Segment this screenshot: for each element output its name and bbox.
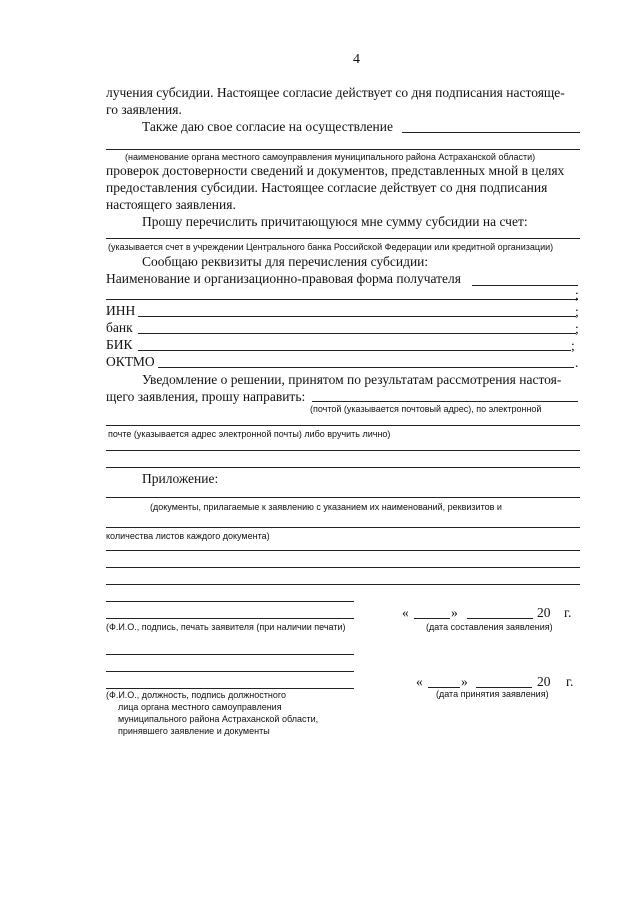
caption: принявшего заявление и документы — [118, 726, 270, 736]
fill-line — [106, 550, 580, 551]
caption: (указывается счет в учреждении Центрального банка Российской Федерации или кредитной организации) — [108, 242, 554, 252]
caption: лица органа местного самоуправления — [118, 702, 282, 712]
signature-line — [106, 601, 354, 602]
caption: количества листов каждого документа) — [106, 531, 270, 541]
paragraph-line: лучения субсидии. Настоящее согласие действует со дня подписания настояще- — [106, 85, 565, 100]
year-prefix: 20 — [537, 605, 551, 620]
caption: (Ф.И.О., должность, подпись должностного — [106, 690, 286, 700]
fill-line — [138, 333, 576, 334]
fill-line — [472, 285, 578, 286]
caption: (дата составления заявления) — [426, 622, 553, 632]
date-month-line — [476, 687, 532, 688]
paragraph-line: проверок достоверности сведений и документов, представленных мной в целях — [106, 163, 565, 178]
fill-line — [106, 497, 580, 498]
caption: (дата принятия заявления) — [436, 689, 549, 699]
paragraph-line: Уведомление о решении, принятом по результатам рассмотрения настоя- — [142, 372, 562, 387]
paragraph-line: щего заявления, прошу направить: — [106, 389, 306, 404]
fill-line — [106, 299, 578, 300]
semicolon: ; — [575, 321, 579, 336]
page-number: 4 — [353, 52, 360, 67]
quote-open: « — [416, 674, 423, 689]
fill-line — [106, 450, 580, 451]
signature-line — [106, 671, 354, 672]
semicolon: ; — [571, 338, 575, 353]
caption: почте (указывается адрес электронной почты) либо вручить лично) — [108, 429, 391, 439]
caption: (документы, прилагаемые к заявлению с указанием их наименований, реквизитов и — [150, 502, 502, 512]
paragraph-line: предоставления субсидии. Настоящее согласие действует со дня подписания — [106, 180, 548, 195]
period: . — [575, 355, 579, 370]
fill-line — [106, 527, 580, 528]
fill-line — [158, 367, 574, 368]
label-inn: ИНН — [106, 303, 136, 318]
paragraph-line: Сообщаю реквизиты для перечисления субсидии: — [142, 254, 429, 269]
caption: (Ф.И.О., подпись, печать заявителя (при наличии печати) — [106, 622, 346, 632]
fill-line — [106, 467, 580, 468]
fill-line — [106, 584, 580, 585]
fill-line — [106, 567, 580, 568]
paragraph-line: Прошу перечислить причитающуюся мне сумму субсидии на счет: — [142, 214, 528, 229]
paragraph-line: Также даю свое согласие на осуществление — [142, 119, 393, 134]
fill-line — [106, 425, 580, 426]
paragraph-line: настоящего заявления. — [106, 197, 236, 212]
quote-close: » — [461, 674, 468, 689]
fill-line — [138, 350, 571, 351]
label-bank: банк — [106, 320, 133, 335]
paragraph-line: го заявления. — [106, 102, 182, 117]
year-suffix: г. — [566, 674, 574, 689]
fill-line — [402, 132, 580, 133]
label-bik: БИК — [106, 337, 133, 352]
fill-line — [106, 238, 580, 239]
year-suffix: г. — [564, 605, 572, 620]
caption: муниципального района Астраханской области, — [118, 714, 319, 724]
signature-line — [106, 688, 354, 689]
semicolon: ; — [575, 287, 579, 302]
label-oktmo: ОКТМО — [106, 354, 155, 369]
paragraph-line: Наименование и организационно-правовая форма получателя — [106, 271, 461, 286]
fill-line — [138, 316, 576, 317]
signature-line — [106, 654, 354, 655]
fill-line — [106, 149, 580, 150]
caption: (наименование органа местного самоуправления муниципального района Астраханской области) — [125, 152, 536, 162]
quote-close: » — [451, 605, 458, 620]
appendix-heading: Приложение: — [142, 471, 219, 486]
semicolon: ; — [575, 304, 579, 319]
date-day-line — [428, 687, 460, 688]
quote-open: « — [402, 605, 409, 620]
date-day-line — [414, 618, 450, 619]
date-month-line — [467, 618, 533, 619]
fill-line — [312, 401, 578, 402]
caption: (почтой (указывается почтовый адрес), по электронной — [310, 404, 542, 414]
year-prefix: 20 — [537, 674, 551, 689]
signature-line — [106, 618, 354, 619]
